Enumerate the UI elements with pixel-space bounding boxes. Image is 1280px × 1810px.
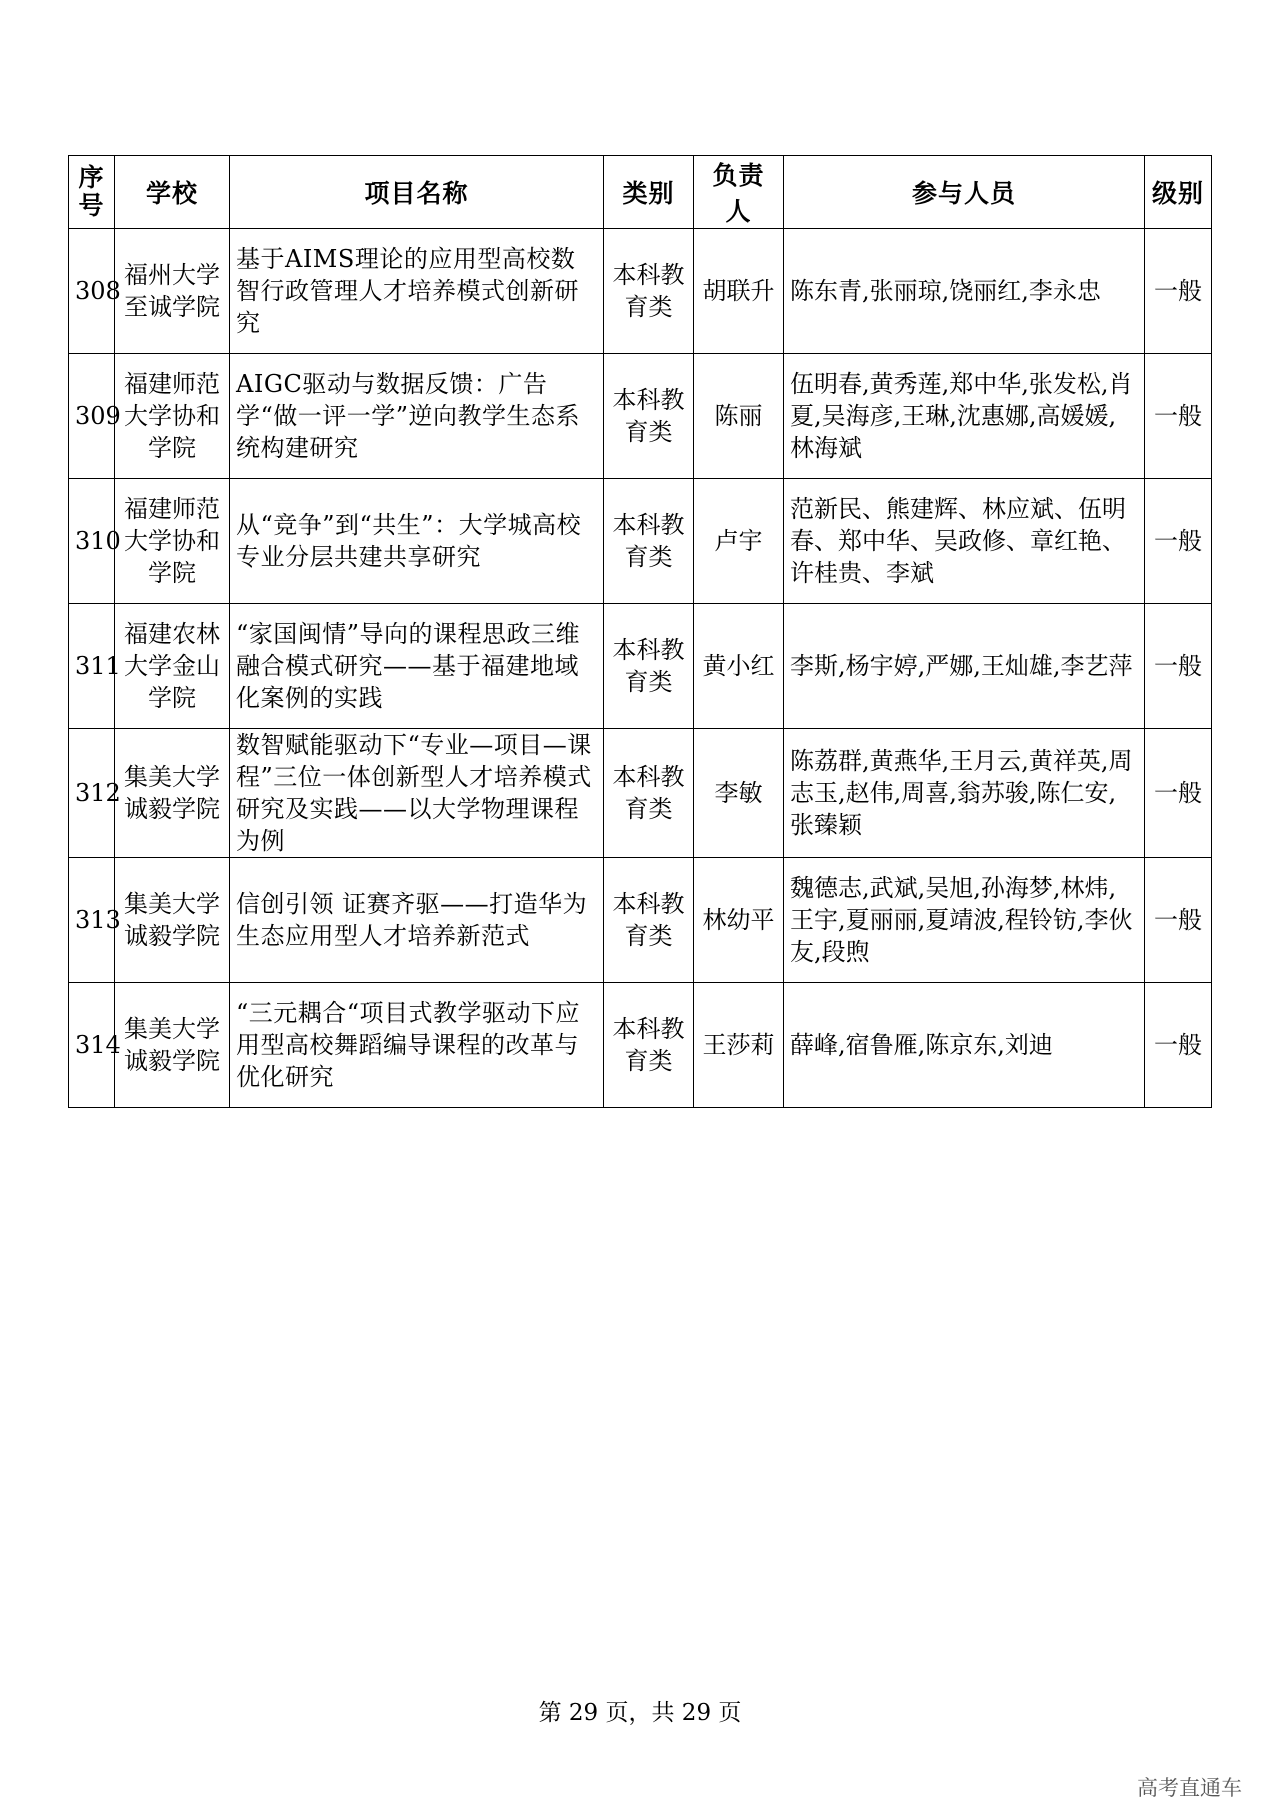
cell-category: 本科教育类 [604,604,694,729]
cell-seq: 311 [69,604,115,729]
cell-members: 陈东青,张丽琼,饶丽红,李永忠 [784,229,1145,354]
cell-level: 一般 [1145,229,1212,354]
table-header-row [69,156,1212,229]
cell-leader: 王莎莉 [694,983,784,1108]
cell-leader: 李敏 [694,729,784,858]
watermark-text: 高考直通车 [1137,1776,1242,1800]
header-level: 级别 [1145,156,1212,229]
cell-members: 伍明春,黄秀莲,郑中华,张发松,肖夏,吴海彦,王琳,沈惠娜,高媛媛,林海斌 [784,354,1145,479]
cell-category: 本科教育类 [604,229,694,354]
cell-category: 本科教育类 [604,354,694,479]
table-row [69,229,1212,354]
cell-school: 福建师范大学协和学院 [115,354,230,479]
cell-seq: 312 [69,729,115,858]
cell-project: 从“竞争”到“共生”：大学城高校专业分层共建共享研究 [230,479,604,604]
cell-members: 范新民、熊建辉、林应斌、伍明春、郑中华、吴政修、章红艳、许桂贵、李斌 [784,479,1145,604]
cell-level: 一般 [1145,858,1212,983]
cell-school: 集美大学诚毅学院 [115,858,230,983]
table-row [69,354,1212,479]
cell-level: 一般 [1145,479,1212,604]
cell-seq: 314 [69,983,115,1108]
table-row [69,729,1212,858]
cell-category: 本科教育类 [604,858,694,983]
table-row [69,604,1212,729]
header-seq: 序号 [69,156,115,229]
cell-members: 魏德志,武斌,吴旭,孙海梦,林炜,王宇,夏丽丽,夏靖波,程铃钫,李伙友,段煦 [784,858,1145,983]
cell-seq: 308 [69,229,115,354]
cell-seq: 313 [69,858,115,983]
cell-school: 福州大学至诚学院 [115,229,230,354]
cell-seq: 310 [69,479,115,604]
cell-level: 一般 [1145,983,1212,1108]
cell-level: 一般 [1145,729,1212,858]
header-category: 类别 [604,156,694,229]
cell-category: 本科教育类 [604,729,694,858]
cell-category: 本科教育类 [604,479,694,604]
cell-level: 一般 [1145,354,1212,479]
cell-project: “家国闽情”导向的课程思政三维融合模式研究——基于福建地域化案例的实践 [230,604,604,729]
cell-seq: 309 [69,354,115,479]
cell-members: 陈荔群,黄燕华,王月云,黄祥英,周志玉,赵伟,周喜,翁苏骏,陈仁安,张臻颖 [784,729,1145,858]
page-number-footer: 第 29 页，共 29 页 [538,1700,742,1726]
cell-category: 本科教育类 [604,983,694,1108]
cell-leader: 陈丽 [694,354,784,479]
cell-leader: 黄小红 [694,604,784,729]
cell-members: 李斯,杨宇婷,严娜,王灿雄,李艺萍 [784,604,1145,729]
header-leader: 负责人 [694,156,784,229]
cell-leader: 胡联升 [694,229,784,354]
cell-project: 数智赋能驱动下“专业—项目—课程”三位一体创新型人才培养模式研究及实践——以大学物理课程为例 [230,729,604,858]
cell-members: 薛峰,宿鲁雁,陈京东,刘迪 [784,983,1145,1108]
cell-project: “三元耦合“项目式教学驱动下应用型高校舞蹈编导课程的改革与优化研究 [230,983,604,1108]
project-roster-table [68,155,1212,1108]
header-project: 项目名称 [230,156,604,229]
cell-project: 信创引领 证赛齐驱——打造华为生态应用型人才培养新范式 [230,858,604,983]
cell-leader: 林幼平 [694,858,784,983]
cell-school: 福建农林大学金山学院 [115,604,230,729]
cell-level: 一般 [1145,604,1212,729]
cell-school: 福建师范大学协和学院 [115,479,230,604]
cell-leader: 卢宇 [694,479,784,604]
cell-school: 集美大学诚毅学院 [115,983,230,1108]
cell-school: 集美大学诚毅学院 [115,729,230,858]
cell-project: AIGC驱动与数据反馈：广告学“做一评一学”逆向教学生态系统构建研究 [230,354,604,479]
cell-project: 基于AIMS理论的应用型高校数智行政管理人才培养模式创新研究 [230,229,604,354]
table-row [69,858,1212,983]
table-row [69,479,1212,604]
table-row [69,983,1212,1108]
header-school: 学校 [115,156,230,229]
header-members: 参与人员 [784,156,1145,229]
